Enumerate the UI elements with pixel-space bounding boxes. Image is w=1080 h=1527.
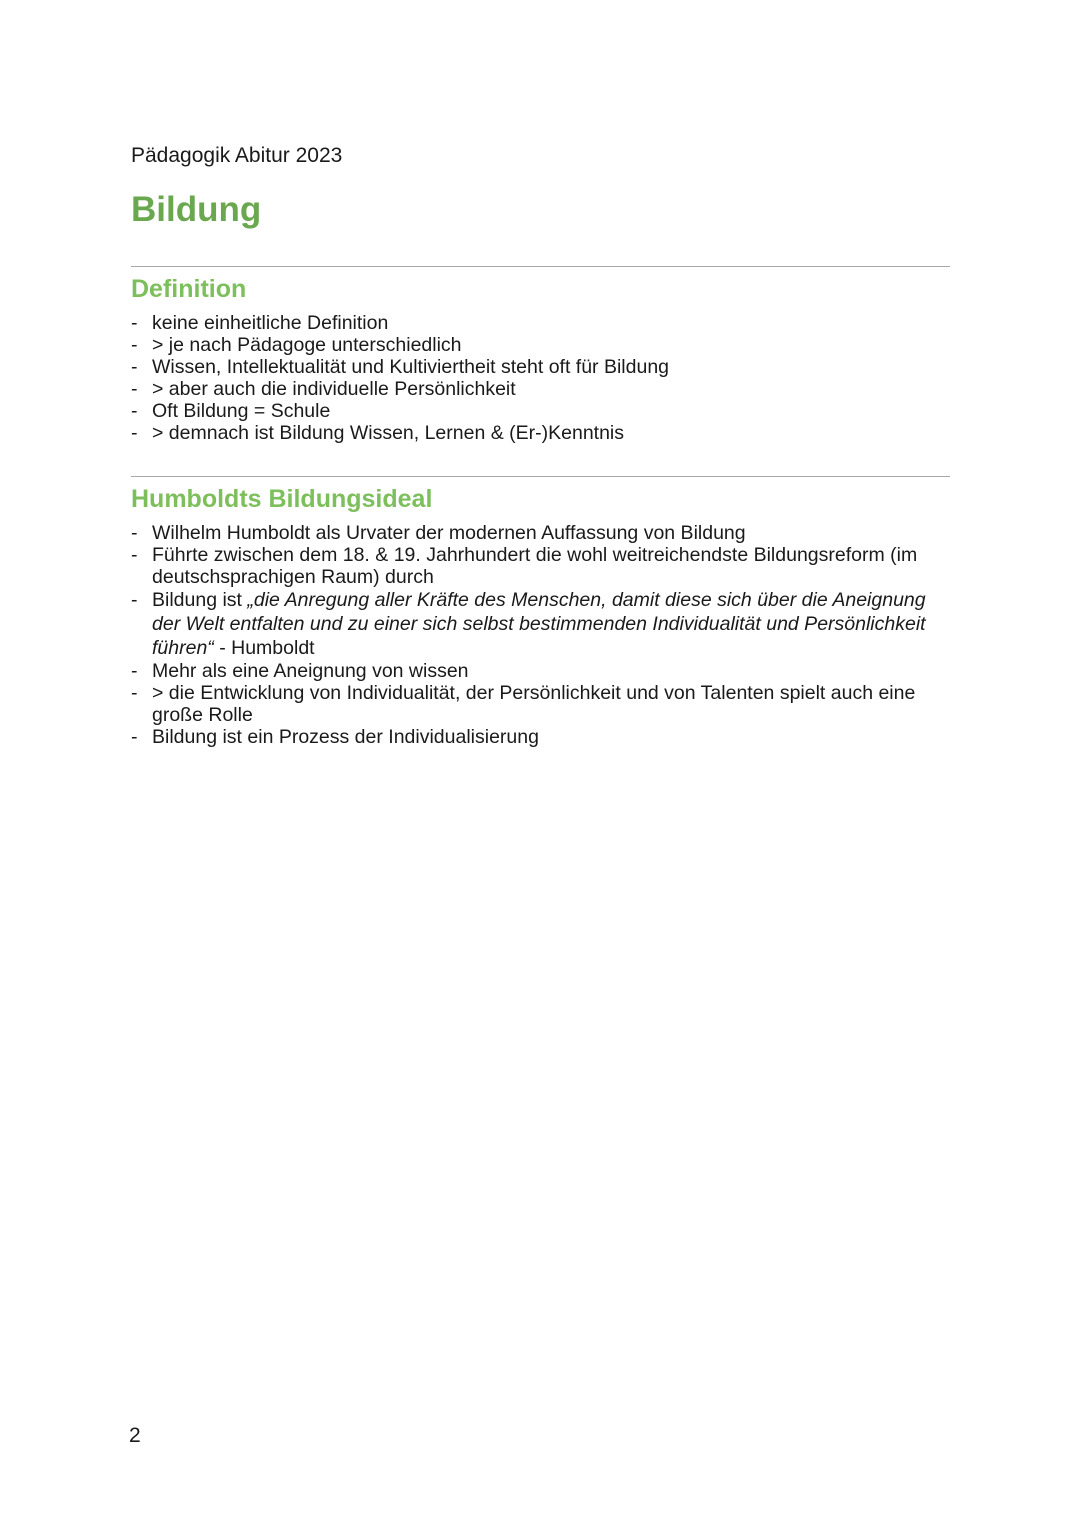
list-item-text: Bildung ist ein Prozess der Individualisierung <box>152 726 539 748</box>
bullet-dash: - <box>131 422 138 444</box>
section-heading-humboldt: Humboldts Bildungsideal <box>131 485 433 513</box>
page-header: Pädagogik Abitur 2023 <box>131 144 343 167</box>
humboldt-quote: „die Anregung aller Kräfte des Menschen, damit diese sich über die Aneignung der Welt entfalten und zu einer sich selbst bestimmenden Individualität und Persönlichkeit führen“ <box>152 589 926 659</box>
list-item <box>131 726 951 748</box>
section-divider-definition <box>131 266 950 267</box>
definition-list <box>131 312 951 444</box>
page-number: 2 <box>129 1424 141 1447</box>
humboldt-list <box>131 522 951 748</box>
list-item-text: > demnach ist Bildung Wissen, Lernen & (Er-)Kenntnis <box>152 422 625 444</box>
list-item-text: Mehr als eine Aneignung von wissen <box>152 660 469 682</box>
bullet-dash: - <box>131 589 138 611</box>
list-item <box>131 660 951 682</box>
list-item <box>131 522 951 544</box>
bullet-dash: - <box>131 726 138 748</box>
bullet-dash: - <box>131 400 138 422</box>
list-item-text: Führte zwischen dem 18. & 19. Jahrhundert die wohl weitreichendste Bildungsreform (im deutschsprachigen Raum) durch <box>152 544 918 588</box>
list-item-text: > die Entwicklung von Individualität, der Persönlichkeit und von Talenten spielt auch eine große Rolle <box>152 682 916 726</box>
list-item-text: > aber auch die individuelle Persönlichkeit <box>152 378 516 400</box>
list-item <box>131 334 951 356</box>
list-item <box>131 422 951 444</box>
bullet-dash: - <box>131 378 138 400</box>
bullet-dash: - <box>131 356 138 378</box>
list-item <box>131 682 951 726</box>
section-heading-definition: Definition <box>131 275 247 303</box>
list-item-quote <box>131 588 951 660</box>
list-item-text: > je nach Pädagoge unterschiedlich <box>152 334 462 356</box>
quote-prefix: Bildung ist <box>152 589 248 611</box>
list-item-text: Wilhelm Humboldt als Urvater der modernen Auffassung von Bildung <box>152 522 746 544</box>
list-item-text: keine einheitliche Definition <box>152 312 389 334</box>
list-item <box>131 312 951 334</box>
list-item <box>131 356 951 378</box>
list-item-text: Oft Bildung = Schule <box>152 400 331 422</box>
quote-attribution: - Humboldt <box>213 637 315 659</box>
list-item-text: Wissen, Intellektualität und Kultiviertheit steht oft für Bildung <box>152 356 670 378</box>
bullet-dash: - <box>131 682 138 704</box>
page-title: Bildung <box>131 190 262 229</box>
list-item <box>131 378 951 400</box>
bullet-dash: - <box>131 334 138 356</box>
bullet-dash: - <box>131 312 138 334</box>
bullet-dash: - <box>131 660 138 682</box>
bullet-dash: - <box>131 522 138 544</box>
list-item <box>131 544 951 588</box>
bullet-dash: - <box>131 544 138 566</box>
list-item <box>131 400 951 422</box>
section-divider-humboldt <box>131 476 950 477</box>
